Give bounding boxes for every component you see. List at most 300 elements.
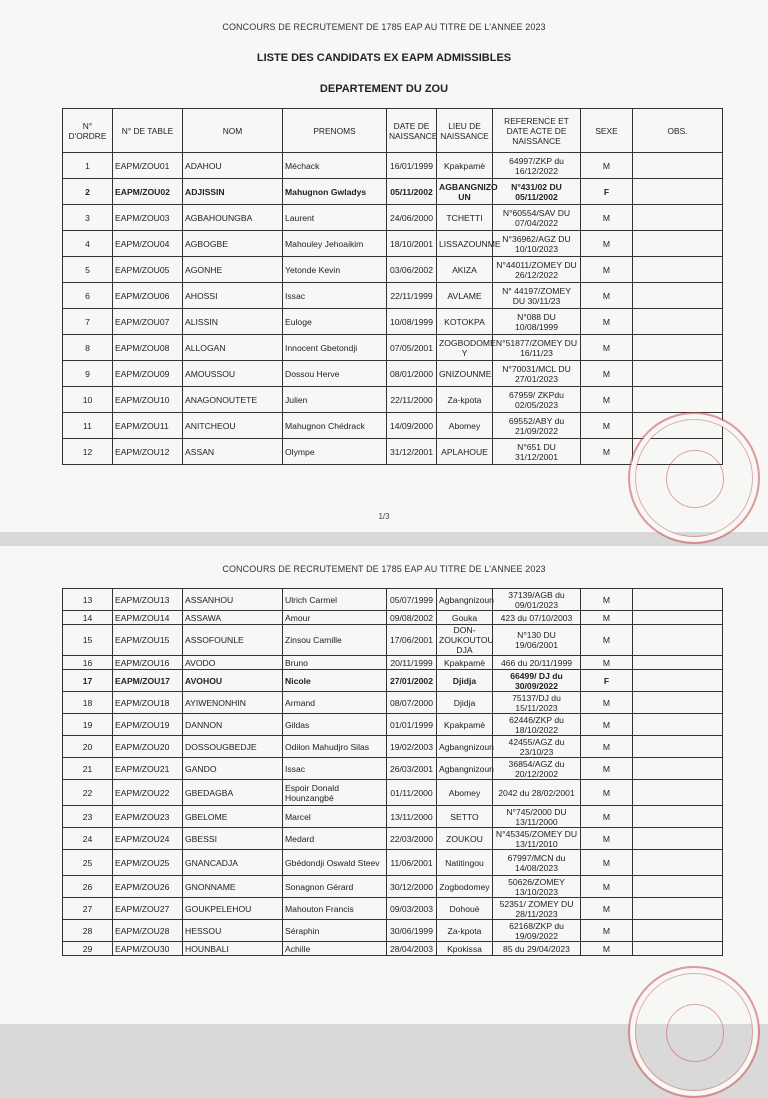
- cell-birth-place: LISSAZOUNME: [437, 231, 493, 257]
- cell-first-names: Issac: [283, 758, 387, 780]
- cell-last-name: GANDO: [183, 758, 283, 780]
- cell-sex: M: [581, 780, 633, 806]
- cell-table-number: EAPM/ZOU14: [113, 611, 183, 625]
- table-row: [63, 625, 723, 656]
- cell-birth-date: 05/11/2002: [387, 179, 437, 205]
- cell-birth-place: KOTOKPA: [437, 309, 493, 335]
- cell-observations: [633, 692, 723, 714]
- cell-order: 25: [63, 850, 113, 876]
- table-row: [63, 876, 723, 898]
- cell-sex: M: [581, 625, 633, 656]
- table-row: [63, 283, 723, 309]
- col-header-table-number: N° DE TABLE: [113, 109, 183, 153]
- cell-sex: M: [581, 589, 633, 611]
- cell-last-name: ANITCHEOU: [183, 413, 283, 439]
- cell-birth-place: DON- ZOUKOUTOU DJA: [437, 625, 493, 656]
- table-row: [63, 806, 723, 828]
- cell-observations: [633, 806, 723, 828]
- cell-last-name: DANNON: [183, 714, 283, 736]
- cell-observations: [633, 758, 723, 780]
- cell-last-name: ADAHOU: [183, 153, 283, 179]
- cell-first-names: Mahouley Jehoaikim: [283, 231, 387, 257]
- cell-sex: M: [581, 153, 633, 179]
- cell-birth-place: Kpokissa: [437, 942, 493, 956]
- cell-first-names: Issac: [283, 283, 387, 309]
- cell-sex: M: [581, 942, 633, 956]
- cell-sex: M: [581, 692, 633, 714]
- cell-order: 12: [63, 439, 113, 465]
- cell-birth-certificate: 52351/ ZOMEY DU 28/11/2023: [493, 898, 581, 920]
- cell-observations: [633, 309, 723, 335]
- cell-birth-certificate: 36854/AGZ du 20/12/2002: [493, 758, 581, 780]
- cell-sex: F: [581, 670, 633, 692]
- cell-birth-date: 13/11/2000: [387, 806, 437, 828]
- cell-sex: M: [581, 205, 633, 231]
- cell-birth-date: 05/07/1999: [387, 589, 437, 611]
- cell-birth-date: 08/01/2000: [387, 361, 437, 387]
- table-row: [63, 714, 723, 736]
- cell-first-names: Achille: [283, 942, 387, 956]
- cell-table-number: EAPM/ZOU26: [113, 876, 183, 898]
- cell-birth-date: 03/06/2002: [387, 257, 437, 283]
- cell-first-names: Odilon Mahudjro Silas: [283, 736, 387, 758]
- cell-order: 29: [63, 942, 113, 956]
- cell-birth-place: Dohouè: [437, 898, 493, 920]
- cell-birth-certificate: N° 44197/ZOMEY DU 30/11/23: [493, 283, 581, 309]
- cell-birth-place: GNIZOUNME: [437, 361, 493, 387]
- cell-table-number: EAPM/ZOU09: [113, 361, 183, 387]
- table-row: [63, 758, 723, 780]
- cell-sex: F: [581, 179, 633, 205]
- cell-birth-date: 22/03/2000: [387, 828, 437, 850]
- cell-birth-place: Kpakpamè: [437, 153, 493, 179]
- document-page-2: [0, 546, 768, 1024]
- cell-birth-certificate: N°45345/ZOMEY DU 13/11/2010: [493, 828, 581, 850]
- cell-order: 20: [63, 736, 113, 758]
- cell-sex: M: [581, 309, 633, 335]
- cell-first-names: Marcel: [283, 806, 387, 828]
- cell-last-name: HOUNBALI: [183, 942, 283, 956]
- cell-table-number: EAPM/ZOU15: [113, 625, 183, 656]
- cell-first-names: Zinsou Camille: [283, 625, 387, 656]
- table-row: [63, 920, 723, 942]
- col-header-birth-place: LIEU DE NAISSANCE: [437, 109, 493, 153]
- cell-first-names: Ulrich Carmel: [283, 589, 387, 611]
- cell-birth-place: ZOGBODOME Y: [437, 335, 493, 361]
- cell-birth-certificate: 37139/AGB du 09/01/2023: [493, 589, 581, 611]
- cell-table-number: EAPM/ZOU20: [113, 736, 183, 758]
- cell-birth-date: 11/06/2001: [387, 850, 437, 876]
- cell-first-names: Laurent: [283, 205, 387, 231]
- cell-order: 6: [63, 283, 113, 309]
- cell-first-names: Olympe: [283, 439, 387, 465]
- cell-first-names: Medard: [283, 828, 387, 850]
- cell-first-names: Dossou Herve: [283, 361, 387, 387]
- cell-first-names: Mahugnon Chédrack: [283, 413, 387, 439]
- cell-sex: M: [581, 611, 633, 625]
- cell-table-number: EAPM/ZOU17: [113, 670, 183, 692]
- cell-birth-certificate: 66499/ DJ du 30/09/2022: [493, 670, 581, 692]
- col-header-observations: OBS.: [633, 109, 723, 153]
- cell-first-names: Mahouton Francis: [283, 898, 387, 920]
- cell-table-number: EAPM/ZOU18: [113, 692, 183, 714]
- cell-table-number: EAPM/ZOU27: [113, 898, 183, 920]
- cell-birth-certificate: 2042 du 28/02/2001: [493, 780, 581, 806]
- cell-observations: [633, 736, 723, 758]
- cell-birth-certificate: 50626/ZOMEY 13/10/2023: [493, 876, 581, 898]
- cell-sex: M: [581, 898, 633, 920]
- cell-observations: [633, 876, 723, 898]
- official-seal-stamp-page-2: [628, 966, 760, 1098]
- cell-sex: M: [581, 920, 633, 942]
- cell-birth-date: 18/10/2001: [387, 231, 437, 257]
- cell-birth-place: Za-kpota: [437, 920, 493, 942]
- cell-birth-certificate: 466 du 20/11/1999: [493, 656, 581, 670]
- cell-table-number: EAPM/ZOU08: [113, 335, 183, 361]
- cell-table-number: EAPM/ZOU12: [113, 439, 183, 465]
- seal-emblem-page-2: [666, 1004, 724, 1062]
- cell-birth-certificate: N°36962/AGZ DU 10/10/2023: [493, 231, 581, 257]
- cell-table-number: EAPM/ZOU07: [113, 309, 183, 335]
- cell-last-name: ADJISSIN: [183, 179, 283, 205]
- cell-birth-certificate: 62446/ZKP du 18/10/2022: [493, 714, 581, 736]
- cell-sex: M: [581, 257, 633, 283]
- table-row: [63, 361, 723, 387]
- cell-birth-certificate: 67959/ ZKPdu 02/05/2023: [493, 387, 581, 413]
- cell-sex: M: [581, 736, 633, 758]
- cell-last-name: ASSOFOUNLE: [183, 625, 283, 656]
- cell-observations: [633, 231, 723, 257]
- cell-last-name: ASSAWA: [183, 611, 283, 625]
- cell-birth-date: 28/04/2003: [387, 942, 437, 956]
- cell-birth-place: Natitingou: [437, 850, 493, 876]
- cell-order: 27: [63, 898, 113, 920]
- cell-observations: [633, 920, 723, 942]
- cell-last-name: GBEDAGBA: [183, 780, 283, 806]
- cell-last-name: GBELOME: [183, 806, 283, 828]
- col-header-order: N° D'ORDRE: [63, 109, 113, 153]
- cell-birth-certificate: 64997/ZKP du 16/12/2022: [493, 153, 581, 179]
- table-row: [63, 692, 723, 714]
- cell-last-name: AYIWENONHIN: [183, 692, 283, 714]
- cell-birth-place: AGBANGNIZO UN: [437, 179, 493, 205]
- cell-observations: [633, 942, 723, 956]
- cell-first-names: Mahugnon Gwladys: [283, 179, 387, 205]
- cell-first-names: Nicole: [283, 670, 387, 692]
- table-row: [63, 153, 723, 179]
- cell-last-name: GNONNAME: [183, 876, 283, 898]
- cell-birth-place: Kpakpamè: [437, 656, 493, 670]
- cell-sex: M: [581, 876, 633, 898]
- cell-last-name: AGBAHOUNGBA: [183, 205, 283, 231]
- cell-order: 24: [63, 828, 113, 850]
- candidates-table-1: [62, 108, 723, 465]
- cell-observations: [633, 257, 723, 283]
- cell-birth-certificate: 67997/MCN du 14/08/2023: [493, 850, 581, 876]
- table-row: [63, 257, 723, 283]
- cell-order: 8: [63, 335, 113, 361]
- cell-observations: [633, 670, 723, 692]
- table-row: [63, 231, 723, 257]
- cell-order: 2: [63, 179, 113, 205]
- table-row: [63, 670, 723, 692]
- table-row: [63, 387, 723, 413]
- cell-observations: [633, 625, 723, 656]
- cell-birth-place: AVLAME: [437, 283, 493, 309]
- cell-birth-certificate: N°51877/ZOMEY DU 16/11/23: [493, 335, 581, 361]
- cell-last-name: AVODO: [183, 656, 283, 670]
- cell-table-number: EAPM/ZOU03: [113, 205, 183, 231]
- cell-birth-date: 26/03/2001: [387, 758, 437, 780]
- cell-order: 14: [63, 611, 113, 625]
- cell-last-name: ASSAN: [183, 439, 283, 465]
- cell-birth-place: Abomey: [437, 780, 493, 806]
- cell-sex: M: [581, 439, 633, 465]
- cell-last-name: ALLOGAN: [183, 335, 283, 361]
- cell-sex: M: [581, 828, 633, 850]
- cell-order: 26: [63, 876, 113, 898]
- cell-last-name: AMOUSSOU: [183, 361, 283, 387]
- table-row: [63, 413, 723, 439]
- cell-birth-date: 07/05/2001: [387, 335, 437, 361]
- table-row: [63, 439, 723, 465]
- department-title: DEPARTEMENT DU ZOU: [319, 83, 449, 95]
- cell-order: 21: [63, 758, 113, 780]
- cell-birth-place: Agbangnizoun: [437, 736, 493, 758]
- cell-order: 9: [63, 361, 113, 387]
- cell-birth-place: TCHETTI: [437, 205, 493, 231]
- cell-birth-date: 19/02/2003: [387, 736, 437, 758]
- cell-first-names: Séraphin: [283, 920, 387, 942]
- contest-header: CONCOURS DE RECRUTEMENT DE 1785 EAP AU TITRE DE L'ANNEE 2023: [222, 22, 546, 32]
- cell-birth-place: AKIZA: [437, 257, 493, 283]
- table-row: [63, 309, 723, 335]
- cell-first-names: Sonagnon Gérard: [283, 876, 387, 898]
- cell-first-names: Amour: [283, 611, 387, 625]
- contest-header-page-2: CONCOURS DE RECRUTEMENT DE 1785 EAP AU TITRE DE L'ANNEE 2023: [222, 564, 546, 574]
- cell-birth-date: 24/06/2000: [387, 205, 437, 231]
- cell-birth-certificate: 42455/AGZ du 23/10/23: [493, 736, 581, 758]
- cell-order: 22: [63, 780, 113, 806]
- cell-last-name: GNANCADJA: [183, 850, 283, 876]
- cell-birth-certificate: N°088 DU 10/08/1999: [493, 309, 581, 335]
- cell-first-names: Innocent Gbetondji: [283, 335, 387, 361]
- cell-table-number: EAPM/ZOU19: [113, 714, 183, 736]
- cell-observations: [633, 283, 723, 309]
- cell-first-names: Espoir Donald Hounzangbé: [283, 780, 387, 806]
- cell-birth-certificate: 75137/DJ du 15/11/2023: [493, 692, 581, 714]
- table-row: [63, 205, 723, 231]
- cell-order: 18: [63, 692, 113, 714]
- table-row: [63, 589, 723, 611]
- cell-sex: M: [581, 361, 633, 387]
- table-row: [63, 179, 723, 205]
- cell-table-number: EAPM/ZOU30: [113, 942, 183, 956]
- cell-sex: M: [581, 806, 633, 828]
- cell-order: 28: [63, 920, 113, 942]
- cell-observations: [633, 611, 723, 625]
- seal-emblem: [666, 450, 724, 508]
- table-row: [63, 942, 723, 956]
- table-header-row: [63, 109, 723, 153]
- cell-order: 16: [63, 656, 113, 670]
- table-row: [63, 611, 723, 625]
- cell-order: 5: [63, 257, 113, 283]
- cell-last-name: GBESSI: [183, 828, 283, 850]
- cell-birth-certificate: N°130 DU 19/06/2001: [493, 625, 581, 656]
- cell-order: 4: [63, 231, 113, 257]
- col-header-sex: SEXE: [581, 109, 633, 153]
- cell-birth-place: Djidja: [437, 670, 493, 692]
- cell-sex: M: [581, 413, 633, 439]
- cell-birth-date: 09/08/2002: [387, 611, 437, 625]
- cell-birth-date: 14/09/2000: [387, 413, 437, 439]
- cell-first-names: Euloge: [283, 309, 387, 335]
- cell-birth-certificate: N°70031/MCL DU 27/01/2023: [493, 361, 581, 387]
- cell-birth-place: Za-kpota: [437, 387, 493, 413]
- cell-order: 17: [63, 670, 113, 692]
- cell-order: 1: [63, 153, 113, 179]
- cell-first-names: Julien: [283, 387, 387, 413]
- cell-birth-date: 08/07/2000: [387, 692, 437, 714]
- cell-observations: [633, 780, 723, 806]
- cell-birth-date: 22/11/1999: [387, 283, 437, 309]
- cell-table-number: EAPM/ZOU02: [113, 179, 183, 205]
- cell-sex: M: [581, 387, 633, 413]
- cell-order: 15: [63, 625, 113, 656]
- cell-birth-place: SETTO: [437, 806, 493, 828]
- cell-birth-place: Gouka: [437, 611, 493, 625]
- cell-first-names: Bruno: [283, 656, 387, 670]
- cell-sex: M: [581, 335, 633, 361]
- cell-observations: [633, 153, 723, 179]
- cell-table-number: EAPM/ZOU25: [113, 850, 183, 876]
- cell-birth-certificate: 62168/ZKP du 19/09/2022: [493, 920, 581, 942]
- cell-order: 3: [63, 205, 113, 231]
- cell-table-number: EAPM/ZOU23: [113, 806, 183, 828]
- table-row: [63, 335, 723, 361]
- cell-last-name: ASSANHOU: [183, 589, 283, 611]
- cell-observations: [633, 205, 723, 231]
- table-row: [63, 780, 723, 806]
- cell-table-number: EAPM/ZOU22: [113, 780, 183, 806]
- cell-table-number: EAPM/ZOU28: [113, 920, 183, 942]
- cell-last-name: AGBOGBE: [183, 231, 283, 257]
- cell-table-number: EAPM/ZOU11: [113, 413, 183, 439]
- cell-birth-certificate: N°431/02 DU 05/11/2002: [493, 179, 581, 205]
- cell-first-names: Gbédondji Oswald Steev: [283, 850, 387, 876]
- cell-birth-certificate: 85 du 29/04/2023: [493, 942, 581, 956]
- cell-sex: M: [581, 850, 633, 876]
- cell-sex: M: [581, 283, 633, 309]
- cell-birth-certificate: N°60554/SAV DU 07/04/2022: [493, 205, 581, 231]
- page-number: 1/3: [378, 512, 390, 521]
- cell-birth-date: 30/06/1999: [387, 920, 437, 942]
- cell-birth-certificate: 69552/ABY du 21/09/2022: [493, 413, 581, 439]
- cell-observations: [633, 179, 723, 205]
- cell-birth-certificate: N°44011/ZOMEY DU 26/12/2022: [493, 257, 581, 283]
- cell-birth-place: Agbangnizoun: [437, 758, 493, 780]
- cell-birth-certificate: N°745/2000 DU 13/11/2000: [493, 806, 581, 828]
- cell-birth-place: ZOUKOU: [437, 828, 493, 850]
- cell-birth-date: 31/12/2001: [387, 439, 437, 465]
- cell-sex: M: [581, 656, 633, 670]
- cell-table-number: EAPM/ZOU05: [113, 257, 183, 283]
- cell-last-name: AGONHE: [183, 257, 283, 283]
- cell-birth-date: 22/11/2000: [387, 387, 437, 413]
- cell-order: 13: [63, 589, 113, 611]
- col-header-birth-certificate: REFERENCE ET DATE ACTE DE NAISSANCE: [493, 109, 581, 153]
- cell-observations: [633, 335, 723, 361]
- cell-table-number: EAPM/ZOU10: [113, 387, 183, 413]
- cell-birth-place: Abomey: [437, 413, 493, 439]
- cell-order: 10: [63, 387, 113, 413]
- table-row: [63, 898, 723, 920]
- cell-birth-place: Zogbodomey: [437, 876, 493, 898]
- cell-sex: M: [581, 231, 633, 257]
- cell-observations: [633, 898, 723, 920]
- cell-birth-place: Kpakpamè: [437, 714, 493, 736]
- cell-last-name: ANAGONOUTETE: [183, 387, 283, 413]
- cell-observations: [633, 361, 723, 387]
- cell-first-names: Armand: [283, 692, 387, 714]
- cell-observations: [633, 589, 723, 611]
- cell-birth-place: Djidja: [437, 692, 493, 714]
- col-header-birth-date: DATE DE NAISSANCE: [387, 109, 437, 153]
- cell-table-number: EAPM/ZOU04: [113, 231, 183, 257]
- cell-birth-date: 01/11/2000: [387, 780, 437, 806]
- cell-last-name: HESSOU: [183, 920, 283, 942]
- cell-table-number: EAPM/ZOU06: [113, 283, 183, 309]
- cell-last-name: AHOSSI: [183, 283, 283, 309]
- cell-birth-date: 10/08/1999: [387, 309, 437, 335]
- cell-birth-date: 30/12/2000: [387, 876, 437, 898]
- cell-order: 11: [63, 413, 113, 439]
- cell-birth-date: 16/01/1999: [387, 153, 437, 179]
- col-header-last-name: NOM: [183, 109, 283, 153]
- cell-first-names: Gildas: [283, 714, 387, 736]
- cell-birth-date: 09/03/2003: [387, 898, 437, 920]
- cell-order: 19: [63, 714, 113, 736]
- cell-last-name: ALISSIN: [183, 309, 283, 335]
- cell-last-name: DOSSOUGBEDJE: [183, 736, 283, 758]
- cell-birth-date: 01/01/1999: [387, 714, 437, 736]
- cell-table-number: EAPM/ZOU24: [113, 828, 183, 850]
- cell-sex: M: [581, 758, 633, 780]
- cell-birth-certificate: N°651 DU 31/12/2001: [493, 439, 581, 465]
- cell-birth-place: APLAHOUE: [437, 439, 493, 465]
- cell-table-number: EAPM/ZOU13: [113, 589, 183, 611]
- cell-first-names: Yetonde Kevin: [283, 257, 387, 283]
- cell-order: 23: [63, 806, 113, 828]
- cell-birth-certificate: 423 du 07/10/2003: [493, 611, 581, 625]
- candidates-table-2: [62, 588, 723, 956]
- cell-table-number: EAPM/ZOU01: [113, 153, 183, 179]
- cell-observations: [633, 828, 723, 850]
- cell-table-number: EAPM/ZOU21: [113, 758, 183, 780]
- document-page-1: [0, 0, 768, 532]
- cell-observations: [633, 656, 723, 670]
- cell-birth-date: 27/01/2002: [387, 670, 437, 692]
- cell-first-names: Méchack: [283, 153, 387, 179]
- table-row: [63, 828, 723, 850]
- table-row: [63, 850, 723, 876]
- cell-order: 7: [63, 309, 113, 335]
- cell-observations: [633, 714, 723, 736]
- official-seal-stamp: [628, 412, 760, 544]
- table-row: [63, 736, 723, 758]
- cell-table-number: EAPM/ZOU16: [113, 656, 183, 670]
